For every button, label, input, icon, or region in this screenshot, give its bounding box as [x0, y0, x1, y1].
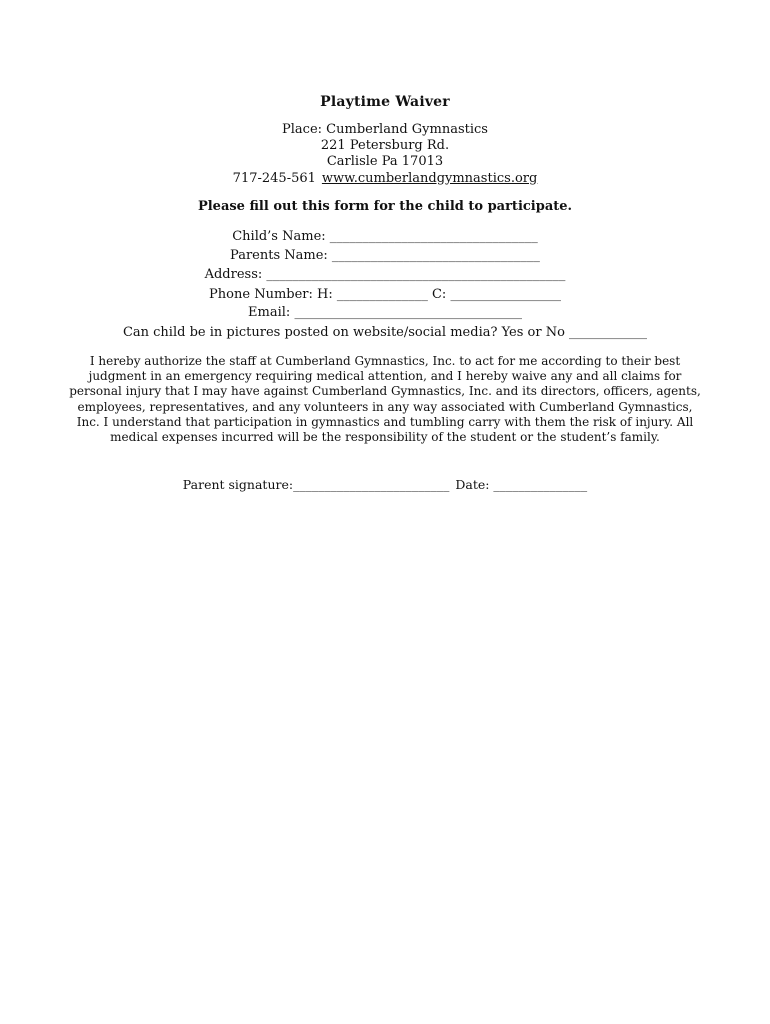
website-link[interactable]: www.cumberlandgymnastics.org — [321, 171, 538, 186]
date-field[interactable]: Date: _______________ — [455, 477, 588, 492]
email-field[interactable]: Email: ___________________________________ — [248, 305, 522, 320]
phone-number: 717-245-561 — [232, 171, 316, 186]
child-name-field[interactable]: Child’s Name: ________________________________ — [232, 229, 538, 244]
medical-consent-paragraph: I hereby authorize the staff at Cumberland Gymnastics, Inc. to act for me according to their best judgment in an emergency requiring medical attention, and I hereby waive any and all claims for personal injury that I may have against Cumberland Gymnastics, Inc. and its directors, officers, agents, employees, representatives, and any volunteers in any way associated with Cumberland Gymnastics, Inc. I understand that participation in gymnastics and tumbling carry with them the risk of injury. All medical expenses incurred will be the responsibility of the student or the student’s family. — [69, 354, 701, 445]
contact-line — [0, 171, 770, 187]
address-line-city: Carlisle Pa 17013 — [326, 154, 444, 169]
parent-signature-field[interactable]: Parent signature:_________________________ — [182, 477, 450, 492]
address-field[interactable]: Address: ______________________________________________ — [204, 267, 566, 282]
address-line-street: 221 Petersburg Rd. — [320, 138, 450, 153]
phone-number-field[interactable]: Phone Number: H: ______________ C: _________________ — [209, 287, 561, 302]
form-instruction: Please fill out this form for the child to participate. — [197, 199, 573, 214]
document-title: Playtime Waiver — [320, 94, 450, 110]
pictures-consent-field[interactable]: Can child be in pictures posted on website/social media? Yes or No ____________ — [122, 325, 648, 340]
address-line-place: Place: Cumberland Gymnastics — [282, 122, 488, 137]
parents-name-field[interactable]: Parents Name: ________________________________ — [230, 248, 540, 263]
signature-line — [0, 477, 770, 492]
